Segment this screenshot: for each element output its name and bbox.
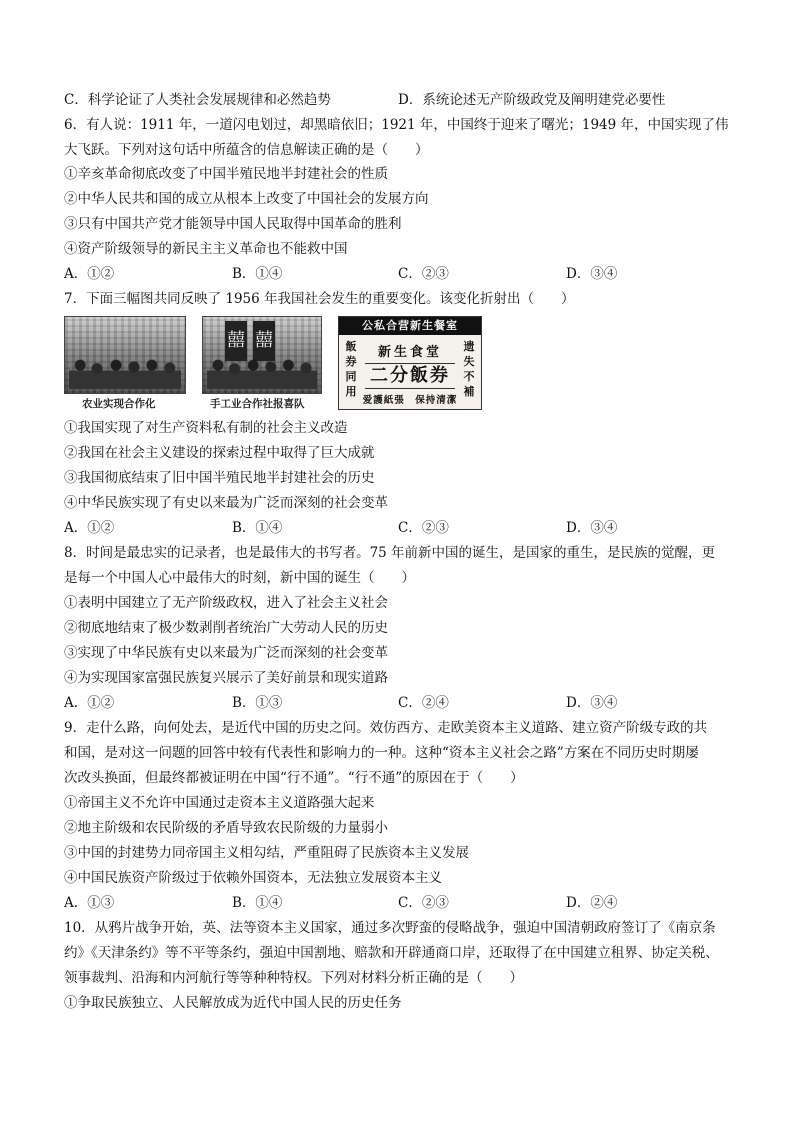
crowd-image <box>69 355 181 389</box>
q7-option-d: D．③④ <box>566 520 618 536</box>
q8-item-1: ①表明中国建立了无产阶级政权，进入了社会主义社会 <box>64 595 388 611</box>
ticket-left-text: 飯券同用 <box>345 340 357 398</box>
q9-option-b: B．①④ <box>232 895 283 911</box>
q6-option-c: C．②③ <box>398 266 449 282</box>
q9-item-2: ②地主阶级和农民阶级的矛盾导致农民阶级的力量弱小 <box>64 820 388 836</box>
q8-item-4: ④为实现国家富强民族复兴展示了美好前景和现实道路 <box>64 670 388 686</box>
figure-caption-agriculture: 农业实现合作化 <box>82 398 156 410</box>
q7-option-c: C．②③ <box>398 520 449 536</box>
q7-item-1: ①我国实现了对生产资料私有制的社会主义改造 <box>64 420 348 436</box>
parade-image <box>207 355 317 389</box>
q8-option-a: A．①② <box>64 695 115 711</box>
q9-item-1: ①帝国主义不允许中国通过走资本主义道路强大起来 <box>64 795 375 811</box>
ticket-header: 公私合营新生餐室 <box>339 317 481 335</box>
q10-stem-line-2: 约》《天津条约》等不平等条约，强迫中国割地、赔款和开辟通商口岸，还取得了在中国建立租界、协定关税、 <box>64 945 719 961</box>
ticket-canteen-name: 新生食堂 <box>377 345 442 360</box>
q6-option-d: D．③④ <box>566 266 618 282</box>
q5-option-c: C．科学论证了人类社会发展规律和必然趋势 <box>64 92 331 108</box>
q7-option-a: A．①② <box>64 520 115 536</box>
figure-caption-handicraft: 手工业合作社报喜队 <box>210 398 305 410</box>
q9-option-c: C．②③ <box>398 895 449 911</box>
ticket-footer: 爱護紙張 保持清潔 <box>362 395 458 406</box>
ticket-right-text: 遗失不補 <box>463 340 475 398</box>
q8-option-c: C．②④ <box>398 695 449 711</box>
q9-stem-line-3: 次改头换面，但最终都被证明在中国“行不通”。“行不通”的原因在于（ ） <box>64 770 524 786</box>
q9-item-3: ③中国的封建势力同帝国主义相勾结，严重阻碍了民族资本主义发展 <box>64 845 469 861</box>
q6-stem-line-1: 6．有人说：1911 年，一道闪电划过，却黑暗依旧；1921 年，中国终于迎来了曙光；1949 年，中国实现了伟 <box>64 117 729 133</box>
q6-option-a: A．①② <box>64 266 115 282</box>
q6-item-4: ④资产阶级领导的新民主主义革命也不能救中国 <box>64 241 348 257</box>
q8-item-2: ②彻底地结束了极少数剥削者统治广大劳动人民的历史 <box>64 620 388 636</box>
q7-figure-handicraft <box>202 316 322 412</box>
q8-stem-line-2: 是每一个中国人心中最伟大的时刻，新中国的诞生（ ） <box>64 570 415 586</box>
q6-item-2: ②中华人民共和国的成立从根本上改变了中国社会的发展方向 <box>64 191 429 207</box>
q7-option-b: B．①④ <box>232 520 283 536</box>
banner-left: 囍 <box>225 321 247 361</box>
q9-stem-line-2: 和国，是对这一问题的回答中较有代表性和影响力的一种。这种“资本主义社会之路”方案在不同历史时期屡 <box>64 745 699 761</box>
q8-stem-line-1: 8．时间是最忠实的记录者，也是最伟大的书写者。75 年前新中国的诞生，是国家的重生，是民族的觉醒，更 <box>64 545 716 561</box>
q7-stem: 7．下面三幅图共同反映了 1956 年我国社会发生的重要变化。该变化折射出（ ） <box>64 291 575 307</box>
ticket-value: 二分飯券 <box>365 363 455 389</box>
agriculture-photo <box>64 316 186 394</box>
banner-right: 囍 <box>253 321 275 361</box>
q6-stem-line-2: 大飞跃。下列对这句话中所蕴含的信息解读正确的是（ ） <box>64 142 429 158</box>
q10-stem-line-1: 10．从鸦片战争开始，英、法等资本主义国家，通过多次野蛮的侵略战争，强迫中国清朝政府签订了《南京条 <box>64 920 716 936</box>
q10-stem-line-3: 领事裁判、沿海和内河航行等等种种特权。下列对材料分析正确的是（ ） <box>64 970 523 986</box>
q9-option-a: A．①③ <box>64 895 115 911</box>
q8-item-3: ③实现了中华民族有史以来最为广泛而深刻的社会变革 <box>64 645 388 661</box>
q8-option-d: D．③④ <box>566 695 618 711</box>
q6-item-1: ①辛亥革命彻底改变了中国半殖民地半封建社会的性质 <box>64 166 388 182</box>
q9-stem-line-1: 9．走什么路，向何处去，是近代中国的历史之问。效仿西方、走欧美资本主义道路、建立资产阶级专政的共 <box>64 720 708 736</box>
q7-figure-meal-ticket <box>338 316 482 410</box>
q5-option-d: D．系统论述无产阶级政党及阐明建党必要性 <box>398 92 666 108</box>
handicraft-photo <box>202 316 322 394</box>
q7-figure-agriculture <box>64 316 186 412</box>
meal-ticket <box>338 316 482 410</box>
q7-item-3: ③我国彻底结束了旧中国半殖民地半封建社会的历史 <box>64 470 375 486</box>
q6-item-3: ③只有中国共产党才能领导中国人民取得中国革命的胜利 <box>64 216 402 232</box>
q7-item-2: ②我国在社会主义建设的探索过程中取得了巨大成就 <box>64 445 375 461</box>
q8-option-b: B．①③ <box>232 695 283 711</box>
q9-item-4: ④中国民族资产阶级过于依赖外国资本，无法独立发展资本主义 <box>64 870 442 886</box>
q9-option-d: D．②④ <box>566 895 618 911</box>
q6-option-b: B．①④ <box>232 266 283 282</box>
q10-item-1: ①争取民族独立、人民解放成为近代中国人民的历史任务 <box>64 995 402 1011</box>
q7-item-4: ④中华民族实现了有史以来最为广泛而深刻的社会变革 <box>64 495 388 511</box>
